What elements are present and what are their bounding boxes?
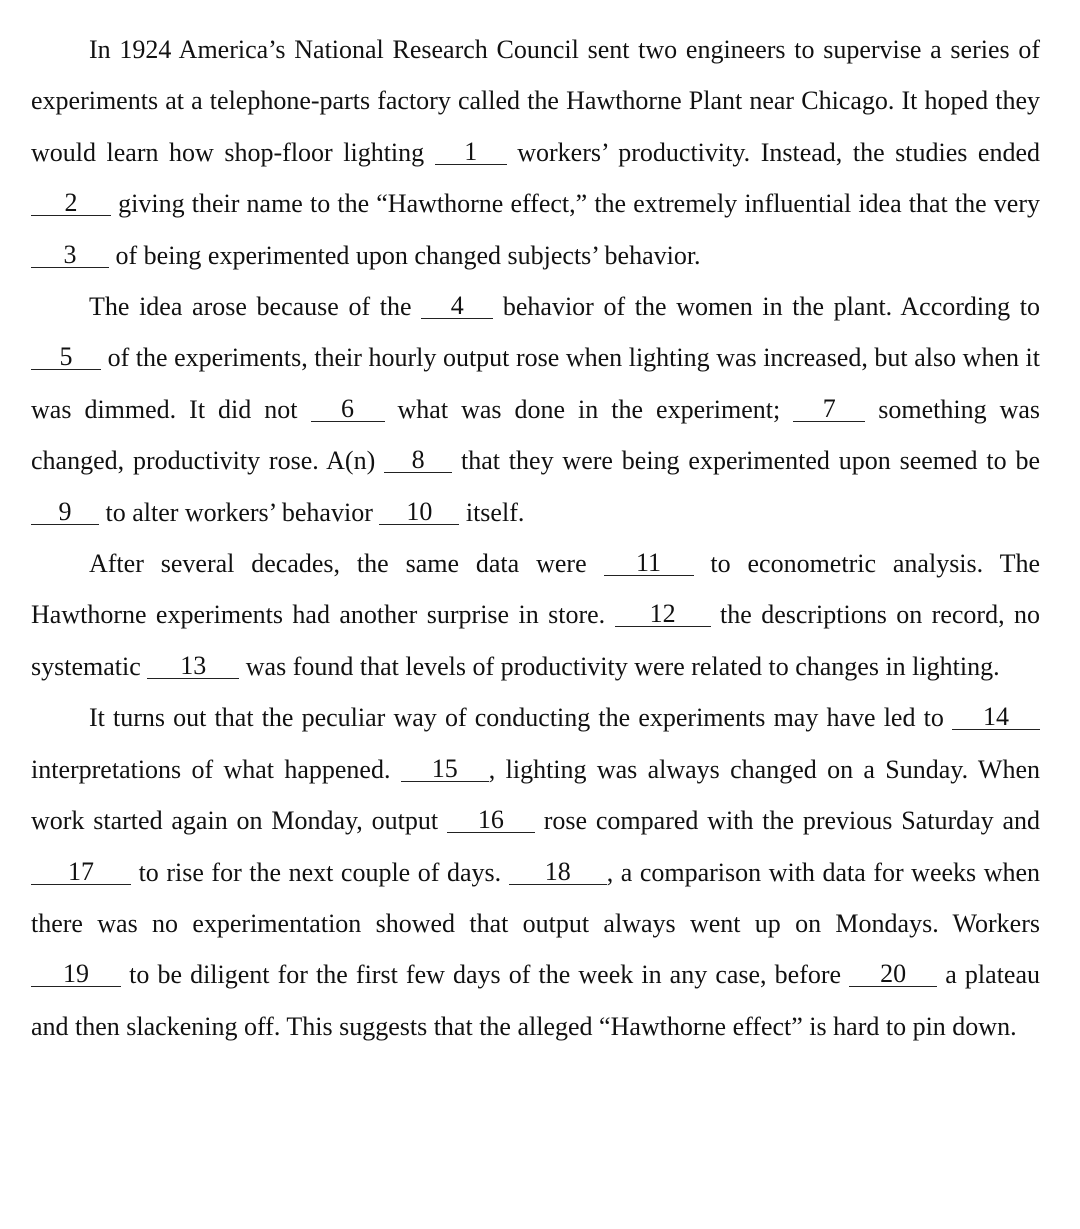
blank-18: 18 bbox=[509, 860, 607, 885]
text-segment: In 1924 America’s National Research Council sent two engineers to supervise a series of experiments at a telephone-parts factory called the Hawthorne Plant near Chicago. It hoped they would learn how shop-floor lighting bbox=[31, 35, 1040, 167]
text-segment: giving their name to the “Hawthorne effect,” the extremely influential idea that the very bbox=[118, 189, 1041, 219]
text-segment: itself. bbox=[465, 497, 525, 527]
blank-11: 11 bbox=[604, 551, 694, 576]
text-segment: of being experimented upon changed subjects’ behavior. bbox=[115, 240, 701, 270]
text-segment: to rise for the next couple of days. bbox=[138, 857, 502, 887]
blank-6: 6 bbox=[311, 397, 385, 422]
text-segment: The idea arose because of the bbox=[89, 292, 412, 322]
blank-5: 5 bbox=[31, 345, 101, 370]
text-segment: what was done in the experiment; bbox=[397, 394, 781, 424]
text-segment: to alter workers’ behavior bbox=[105, 497, 373, 527]
text-segment: rose compared with the previous Saturday and bbox=[543, 806, 1041, 836]
paragraph-4 bbox=[31, 692, 1040, 1052]
text-segment: , lighting was always changed on a Sunday. When work started again on Monday, output bbox=[31, 754, 1040, 836]
blank-3: 3 bbox=[31, 243, 109, 268]
paragraph-2 bbox=[31, 281, 1040, 538]
text-segment: It turns out that the peculiar way of conducting the experiments may have led to bbox=[89, 703, 944, 733]
paragraph-1 bbox=[31, 24, 1040, 281]
text-segment: workers’ productivity. Instead, the studies ended bbox=[517, 137, 1040, 167]
blank-17: 17 bbox=[31, 860, 131, 885]
text-segment: that they were being experimented upon seemed to be bbox=[460, 446, 1041, 476]
blank-4: 4 bbox=[421, 294, 493, 319]
text-segment: to be diligent for the first few days of the week in any case, before bbox=[129, 960, 842, 990]
text-segment: After several decades, the same data were bbox=[89, 549, 587, 579]
text-segment: something was changed, productivity rose. A(n) bbox=[31, 394, 1041, 476]
text-segment: to econometric analysis. The Hawthorne experiments had another surprise in store. bbox=[31, 549, 1040, 630]
text-segment: behavior of the women in the plant. According to bbox=[502, 292, 1040, 322]
blank-9: 9 bbox=[31, 500, 99, 525]
blank-1: 1 bbox=[435, 140, 507, 165]
text-segment: of the experiments, their hourly output rose when lighting was increased, but also when it was dimmed. It did not bbox=[31, 343, 1040, 424]
text-segment: interpretations of what happened. bbox=[31, 754, 391, 784]
blank-20: 20 bbox=[849, 962, 937, 987]
blank-7: 7 bbox=[793, 397, 865, 422]
text-segment: a plateau and then slackening off. This suggests that the alleged “Hawthorne effect” is hard to pin down. bbox=[31, 960, 1040, 1041]
blank-10: 10 bbox=[379, 500, 459, 525]
blank-2: 2 bbox=[31, 191, 111, 216]
blank-8: 8 bbox=[384, 448, 452, 473]
blank-15: 15 bbox=[401, 757, 489, 782]
text-segment: the descriptions on record, no systematic bbox=[31, 600, 1040, 681]
text-segment: , a comparison with data for weeks when there was no experimentation showed that output always went up on Mondays. Workers bbox=[31, 857, 1041, 938]
blank-13: 13 bbox=[147, 654, 239, 679]
blank-12: 12 bbox=[615, 602, 711, 627]
paragraph-3 bbox=[31, 538, 1040, 692]
blank-14: 14 bbox=[952, 705, 1040, 730]
blank-19: 19 bbox=[31, 962, 121, 987]
blank-16: 16 bbox=[447, 808, 535, 833]
text-segment: was found that levels of productivity were related to changes in lighting. bbox=[245, 651, 1000, 681]
